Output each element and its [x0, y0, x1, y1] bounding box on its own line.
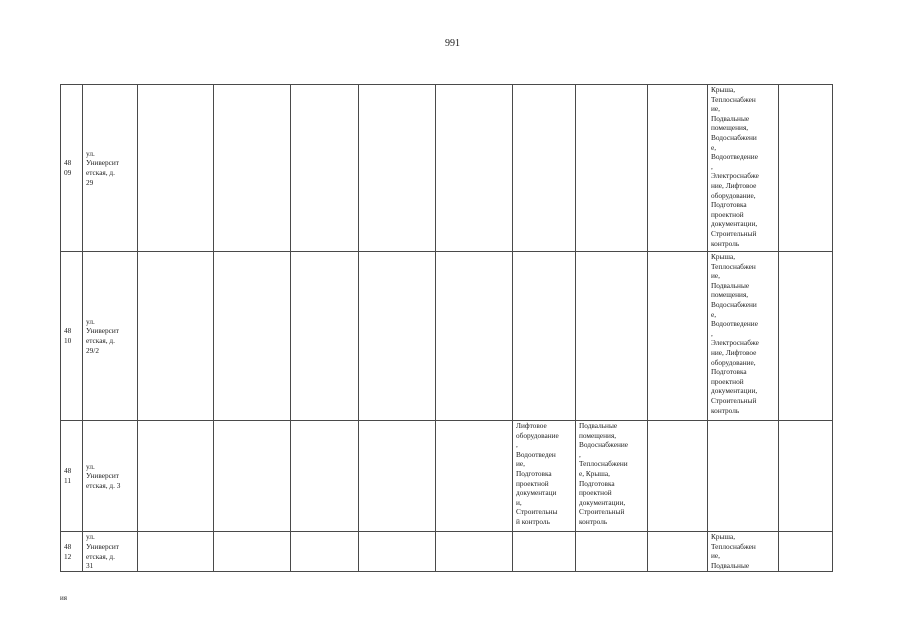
empty-cell [138, 421, 214, 532]
empty-cell [138, 252, 214, 421]
empty-cell [291, 85, 359, 252]
page-number: 991 [445, 38, 460, 49]
empty-cell [214, 252, 291, 421]
works-cell [513, 252, 576, 421]
address-cell: ул. Университ етская, д. 29 [83, 85, 138, 252]
works-cell [513, 532, 576, 572]
empty-cell [359, 532, 436, 572]
empty-cell [436, 532, 513, 572]
works-cell: Крыша, Теплоснабжен ие, Подвальные помещения, Водоснабжени е, Водоотведение , Электроснабже ние, Лифтовое оборудование, Подготовка проектной документации, Строительный контроль [708, 85, 779, 252]
empty-cell [436, 85, 513, 252]
empty-cell [436, 252, 513, 421]
empty-cell [138, 85, 214, 252]
works-cell [576, 532, 648, 572]
empty-cell [779, 532, 833, 572]
table-row [61, 252, 833, 421]
works-cell [708, 421, 779, 532]
empty-cell [436, 421, 513, 532]
page-footnote: ия [60, 594, 67, 602]
empty-cell [779, 252, 833, 421]
works-cell: Подвальные помещения, Водоснабжение , Теплоснабжени е, Крыша, Подготовка проектной документации, Строительный контроль [576, 421, 648, 532]
empty-cell [214, 532, 291, 572]
empty-cell [648, 85, 708, 252]
row-number: 48 09 [61, 85, 83, 252]
works-cell [576, 85, 648, 252]
table-row [61, 532, 833, 572]
table-row [61, 85, 833, 252]
empty-cell [359, 421, 436, 532]
empty-cell [291, 532, 359, 572]
row-number: 48 12 [61, 532, 83, 572]
address-cell: ул. Университ етская, д. 29/2 [83, 252, 138, 421]
empty-cell [359, 252, 436, 421]
row-number: 48 11 [61, 421, 83, 532]
empty-cell [291, 252, 359, 421]
address-cell: ул. Университ етская, д. 31 [83, 532, 138, 572]
empty-cell [214, 85, 291, 252]
empty-cell [779, 85, 833, 252]
table-row [61, 421, 833, 532]
works-cell: Крыша, Теплоснабжен ие, Подвальные [708, 532, 779, 572]
works-cell [513, 85, 576, 252]
empty-cell [359, 85, 436, 252]
empty-cell [138, 532, 214, 572]
empty-cell [648, 252, 708, 421]
works-cell [576, 252, 648, 421]
works-cell: Лифтовое оборудование , Водоотведен ие, Подготовка проектной документаци и, Строительны й контроль [513, 421, 576, 532]
empty-cell [291, 421, 359, 532]
repair-schedule-table [60, 84, 833, 572]
row-number: 48 10 [61, 252, 83, 421]
empty-cell [214, 421, 291, 532]
empty-cell [779, 421, 833, 532]
works-cell: Крыша, Теплоснабжен ие, Подвальные помещения, Водоснабжени е, Водоотведение , Электроснабже ние, Лифтовое оборудование, Подготовка проектной документации, Строительный контроль [708, 252, 779, 421]
address-cell: ул. Университ етская, д. 3 [83, 421, 138, 532]
empty-cell [648, 532, 708, 572]
empty-cell [648, 421, 708, 532]
